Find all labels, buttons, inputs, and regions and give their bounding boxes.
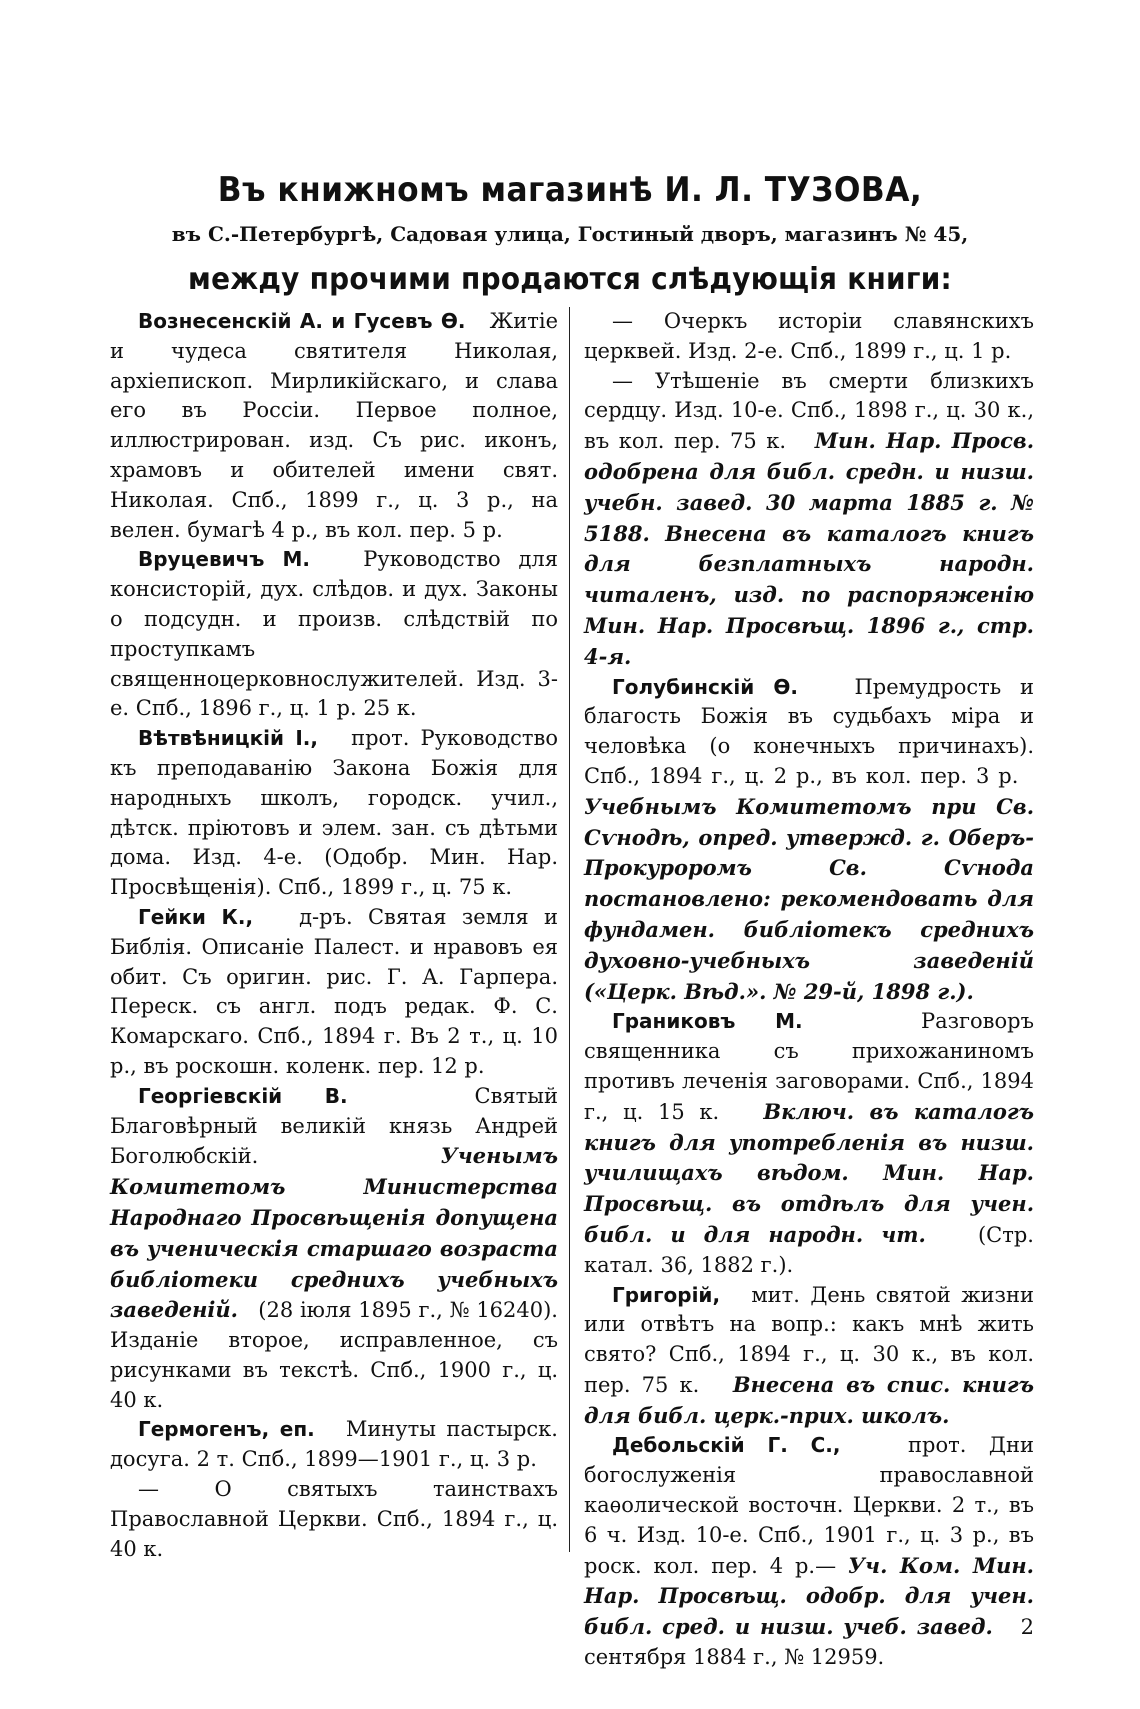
entry-author: Григорій, xyxy=(612,1282,721,1307)
entry-text: — Очеркъ исторіи славянскихъ церквей. Изд. 2-е. Спб., 1899 г., ц. 1 р. xyxy=(584,309,1034,363)
book-entry xyxy=(110,1082,558,1416)
entry-approval-note: Включ. въ каталогъ книгъ для употребленія въ низш. училищахъ вѣдом. Мин. Нар. Просвѣщ. въ отдѣлъ для учен. библ. и для народн. чт. xyxy=(584,1098,1034,1247)
left-column xyxy=(110,307,558,1561)
book-entry xyxy=(110,903,558,1082)
entry-text: Премудрость и благость Божія въ судьбахъ міра и человѣка (о конечныхъ причинахъ). Спб., 1894 г., ц. 2 р., въ кол. пер. 3 р. xyxy=(584,674,1034,788)
entry-text: — О святыхъ таинствахъ Православной Церкви. Спб., 1894 г., ц. 40 к. xyxy=(110,1477,558,1561)
book-entry xyxy=(584,307,1034,367)
book-entry xyxy=(110,307,558,545)
book-entry xyxy=(110,545,558,724)
entry-author: Вѣтвѣницкій І., xyxy=(138,726,318,751)
book-entry xyxy=(584,367,1034,673)
entry-text-continued: 2 сентября 1884 г., № 12959. xyxy=(584,1615,1034,1670)
column-divider xyxy=(569,307,570,1552)
entry-author: Гермогенъ, еп. xyxy=(138,1417,315,1442)
entry-author: Гейки К., xyxy=(138,904,254,929)
book-entry xyxy=(584,1431,1034,1672)
right-column xyxy=(584,307,1035,1670)
entry-text: прот. Руководство къ преподаванію Закона Божія для народныхъ школъ, городск. учил., дѣтск. пріютовъ и элем. зан. съ дѣтьми дома. Изд. 4-е. (Одобр. Мин. Нар. Просвѣщенія). Спб., 1899 г., ц. 75 к. xyxy=(110,726,558,900)
entry-approval-note: Уч. Ком. Мин. Нар. Просвѣщ. одобр. для учен. библ. сред. и низш. учеб. завед. xyxy=(584,1552,1034,1640)
entry-text: Житіе и чудеса святителя Николая, архіепископ. Мирликійскаго, и слава его въ Россіи. Первое полное, иллюстрирован. изд. Съ рис. иконъ, храмовъ и обителей имени свят. Николая. Спб., 1899 г., ц. 3 р., на велен. бумагѣ 4 р., въ кол. пер. 5 р. xyxy=(110,309,558,542)
book-entry xyxy=(584,1007,1034,1280)
entry-approval-note: Мин. Нар. Просв. одобрена для библ. средн. и низш. учебн. завед. 30 марта 1885 г. № 5188. Внесена въ каталогъ книгъ для безплатныхъ народн. читаленъ, изд. по распоряженію Мин. Нар. Просвѣщ. 1896 г., стр. 4-я. xyxy=(584,428,1035,669)
book-entry xyxy=(110,1415,558,1475)
store-title: Въ книжномъ магазинѣ И. Л. ТУЗОВА, xyxy=(217,170,923,210)
book-entry xyxy=(584,1281,1034,1432)
entry-text: мит. День святой жизни или отвѣтъ на вопр.: какъ мнѣ жить свято? Спб., 1894 г., ц. 30 к., въ кол. пер. 75 к. xyxy=(584,1282,1034,1397)
book-entry xyxy=(110,724,558,903)
entry-text: Разговоръ священника съ прихожаниномъ противъ леченія заговорами. Спб., 1894 г., ц. 15 к. xyxy=(584,1009,1034,1124)
list-heading: между прочими продаются слѣдующія книги: xyxy=(188,262,952,297)
entry-text: Минуты пастырск. досуга. 2 т. Спб., 1899—1901 г., ц. 3 р. xyxy=(110,1417,558,1472)
entry-text: д-ръ. Святая земля и Библія. Описаніе Палест. и нравовъ ея обит. Съ оригин. рис. Г. А. Гарпера. Переск. съ англ. подъ редак. Ф. С. Комарскаго. Спб., 1894 г. Въ 2 т., ц. 10 р., въ роскошн. коленк. пер. 12 р. xyxy=(110,904,558,1078)
entry-text: — Утѣшеніе въ смерти близкихъ сердцу. Изд. 10-е. Спб., 1898 г., ц. 30 к., въ кол. пер. 75 к. xyxy=(584,368,1034,454)
entry-approval-note: Ученымъ Комитетомъ Министерства Народнаго Просвѣщенія допущена въ ученическія старшаго возраста библіотеки среднихъ учебныхъ заведеній. xyxy=(110,1143,558,1323)
entry-author: Дебольскій Г. С., xyxy=(612,1433,841,1458)
book-entry xyxy=(584,673,1034,1008)
entry-text: прот. Дни богослуженія православной каѳолической восточн. Церкви. 2 т., въ 6 ч. Изд. 10-е. Спб., 1901 г., ц. 3 р., въ роск. кол. пер. 4 р.— xyxy=(584,1433,1034,1578)
store-address: въ С.-Петербургѣ, Садовая улица, Гостиный дворъ, магазинъ № 45, xyxy=(171,222,969,246)
entry-approval-note: Учебнымъ Комитетомъ при Св. Сѵнодѣ, опред. утвержд. г. Оберъ-Прокуроромъ Св. Сѵнода постановлено: рекомендовать для фундамен. библіотекъ среднихъ духовно-учебныхъ заведеній («Церк. Вѣд.». № 29-й, 1898 г.). xyxy=(584,793,1034,1004)
entry-approval-note: Внесена въ спис. книгъ для библ. церк.-прих. школъ. xyxy=(584,1371,1034,1428)
book-entry xyxy=(110,1475,558,1564)
entry-text-continued: (Стр. катал. 36, 1882 г.). xyxy=(584,1222,1034,1277)
entry-author: Голубинскій Ѳ. xyxy=(612,674,798,699)
entry-author: Вруцевичъ М. xyxy=(138,547,310,572)
entry-author: Вознесенскій А. и Гусевъ Ѳ. xyxy=(138,309,466,333)
entry-text: Руководство для консисторій, дух. слѣдов. и дух. Законы о подсудн. и произв. слѣдствій по проступкамъ священноцерковнослужителей. Изд. 3-е. Спб., 1896 г., ц. 1 р. 25 к. xyxy=(110,547,558,721)
entry-author: Граниковъ М. xyxy=(612,1009,803,1034)
entry-author: Георгіевскій В. xyxy=(138,1083,348,1108)
entry-text-continued: (28 іюля 1895 г., № 16240). Изданіе второе, исправленное, съ рисунками въ текстѣ. Спб., 1900 г., ц. 40 к. xyxy=(110,1298,558,1412)
entry-text: Святый Благовѣрный великій князь Андрей Боголюбскій. xyxy=(110,1083,558,1169)
